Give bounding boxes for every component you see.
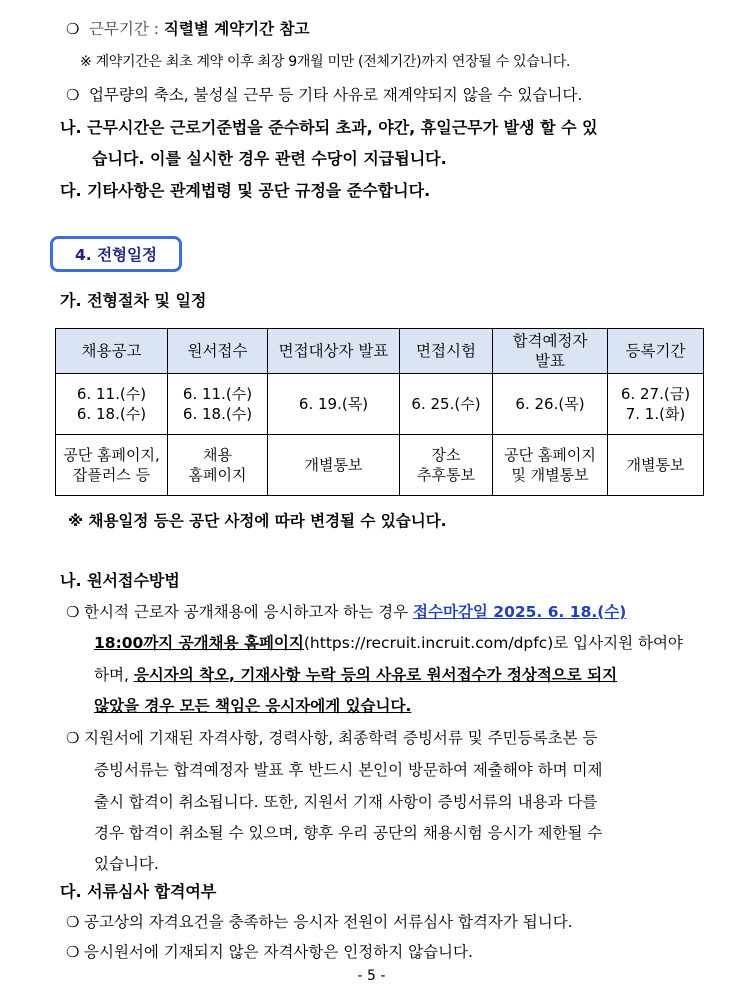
text-run: 하며, [94, 666, 134, 684]
work-hours-line-2: 습니다. 이를 실시한 경우 관련 수당이 지급됩니다. [92, 149, 447, 168]
other-matters-line: 다. 기타사항은 관계법령 및 공단 규정을 준수합니다. [60, 181, 431, 200]
method-line: 및 개별통보 [511, 466, 589, 484]
work-hours-line-1: 나. 근무시간은 근로기준법을 준수하되 초과, 야간, 휴일근무가 발생 할 수 있 [60, 118, 598, 137]
bullet-icon: ❍ [66, 603, 80, 621]
date-start: 6. 11.(수) [76, 385, 147, 403]
method-cell [268, 435, 400, 496]
method-cell [400, 435, 493, 496]
application-bullet-2-line-5: 있습니다. [94, 855, 159, 873]
term-value: 직렬별 계약기간 참고 [163, 20, 310, 38]
application-bullet-2-line-4: 경우 합격이 취소될 수 있으며, 향후 우리 공단의 채용시험 응시가 제한될 수 [94, 824, 603, 842]
date-cell [493, 374, 608, 435]
date-start: 6. 27.(금) [620, 385, 691, 403]
section-4-title: 4. 전형일정 [50, 236, 182, 272]
method-line: 홈페이지 [188, 466, 247, 484]
method-cell [168, 435, 268, 496]
renewal-line [66, 84, 582, 106]
application-bullet-2-line-1 [66, 727, 597, 749]
date-value: 6. 25.(수) [411, 395, 481, 413]
text-run: 지원서에 기재된 자격사항, 경력사항, 최종학력 증빙서류 및 주민등록초본 등 [84, 729, 598, 747]
table-row-dates [56, 374, 704, 435]
renewal-text: 업무량의 축소, 불성실 근무 등 기타 사유로 재계약되지 않을 수 있습니다. [88, 86, 583, 104]
page-number: - 5 - [357, 968, 386, 984]
method-line: 채용 [203, 446, 232, 464]
method-cell [493, 435, 608, 496]
method-line: 추후통보 [417, 466, 475, 484]
document-review-bullet-1 [66, 911, 573, 933]
table-row-methods [56, 435, 704, 496]
header-cell: 면접시험 [400, 329, 493, 374]
term-line [66, 18, 309, 40]
schedule-table [55, 328, 704, 496]
method-line: 공단 홈페이지, [63, 446, 160, 464]
bullet-icon: ❍ [66, 943, 80, 961]
document-review-heading: 다. 서류심사 합격여부 [60, 882, 217, 901]
text-run: 한시적 근로자 공개채용에 응시하고자 하는 경우 [84, 603, 414, 621]
bullet-icon: ❍ [66, 86, 80, 104]
term-label: 근무기간 : [88, 20, 164, 38]
application-bullet-1-line-1 [66, 601, 626, 623]
text-run: 공고상의 자격요건을 충족하는 응시자 전원이 서류심사 합격자가 됩니다. [84, 913, 573, 931]
bullet-icon: ❍ [66, 729, 80, 747]
method-cell [608, 435, 704, 496]
document-review-bullet-2 [66, 941, 473, 963]
table-header-row [56, 329, 704, 374]
header-cell: 등록기간 [608, 329, 704, 374]
header-cell: 원서접수 [168, 329, 268, 374]
deadline-text: 접수마감일 2025. 6. 18.(수) [413, 603, 627, 621]
date-cell [268, 374, 400, 435]
method-line: 개별통보 [304, 456, 363, 474]
bullet-icon: ❍ [66, 913, 80, 931]
url-text: (https://recruit.incruit.com/dpfc)로 입사지원 하여야 [303, 634, 683, 652]
method-line: 공단 홈페이지 [504, 446, 596, 464]
date-cell [168, 374, 268, 435]
application-bullet-1-line-2 [94, 632, 683, 654]
contract-note: ※ 계약기간은 최초 계약 이후 최장 9개월 미만 (전체기간)까지 연장될 수 있습니다. [80, 54, 571, 70]
date-end: 7. 1.(화) [625, 405, 686, 423]
deadline-time-text: 18:00까지 공개채용 홈페이지 [94, 634, 304, 652]
date-end: 6. 18.(수) [76, 405, 147, 423]
application-bullet-1-line-3 [94, 664, 617, 686]
date-value: 6. 19.(목) [298, 395, 369, 413]
header-cell: 채용공고 [56, 329, 168, 374]
method-line: 잡플러스 등 [72, 466, 151, 484]
method-cell [56, 435, 168, 496]
date-start: 6. 11.(수) [182, 385, 253, 403]
application-bullet-1-line-4: 않았을 경우 모든 책임은 응시자에게 있습니다. [94, 697, 412, 715]
date-cell [608, 374, 704, 435]
date-cell [400, 374, 493, 435]
application-bullet-2-line-2: 증빙서류는 합격예정자 발표 후 반드시 본인이 방문하여 제출해야 하며 미제 [94, 761, 603, 779]
application-method-heading: 나. 원서접수방법 [60, 571, 180, 590]
header-cell: 면접대상자 발표 [268, 329, 400, 374]
header-cell: 합격예정자 발표 [493, 329, 608, 374]
date-value: 6. 26.(목) [515, 395, 585, 413]
date-cell [56, 374, 168, 435]
bullet-icon: ❍ [66, 20, 80, 38]
method-line: 개별통보 [626, 456, 685, 474]
application-bullet-2-line-3: 출시 합격이 취소됩니다. 또한, 지원서 기재 사항이 증빙서류의 내용과 다를 [94, 793, 598, 811]
responsibility-text: 응시자의 착오, 기재사항 누락 등의 사유로 원서접수가 정상적으로 되지 [133, 666, 618, 684]
date-end: 6. 18.(수) [182, 405, 253, 423]
schedule-heading: 가. 전형절차 및 일정 [60, 291, 207, 310]
schedule-change-note: ※ 채용일정 등은 공단 사정에 따라 변경될 수 있습니다. [68, 512, 447, 530]
method-line: 장소 [431, 446, 461, 464]
text-run: 응시원서에 기재되지 않은 자격사항은 인정하지 않습니다. [84, 943, 473, 961]
